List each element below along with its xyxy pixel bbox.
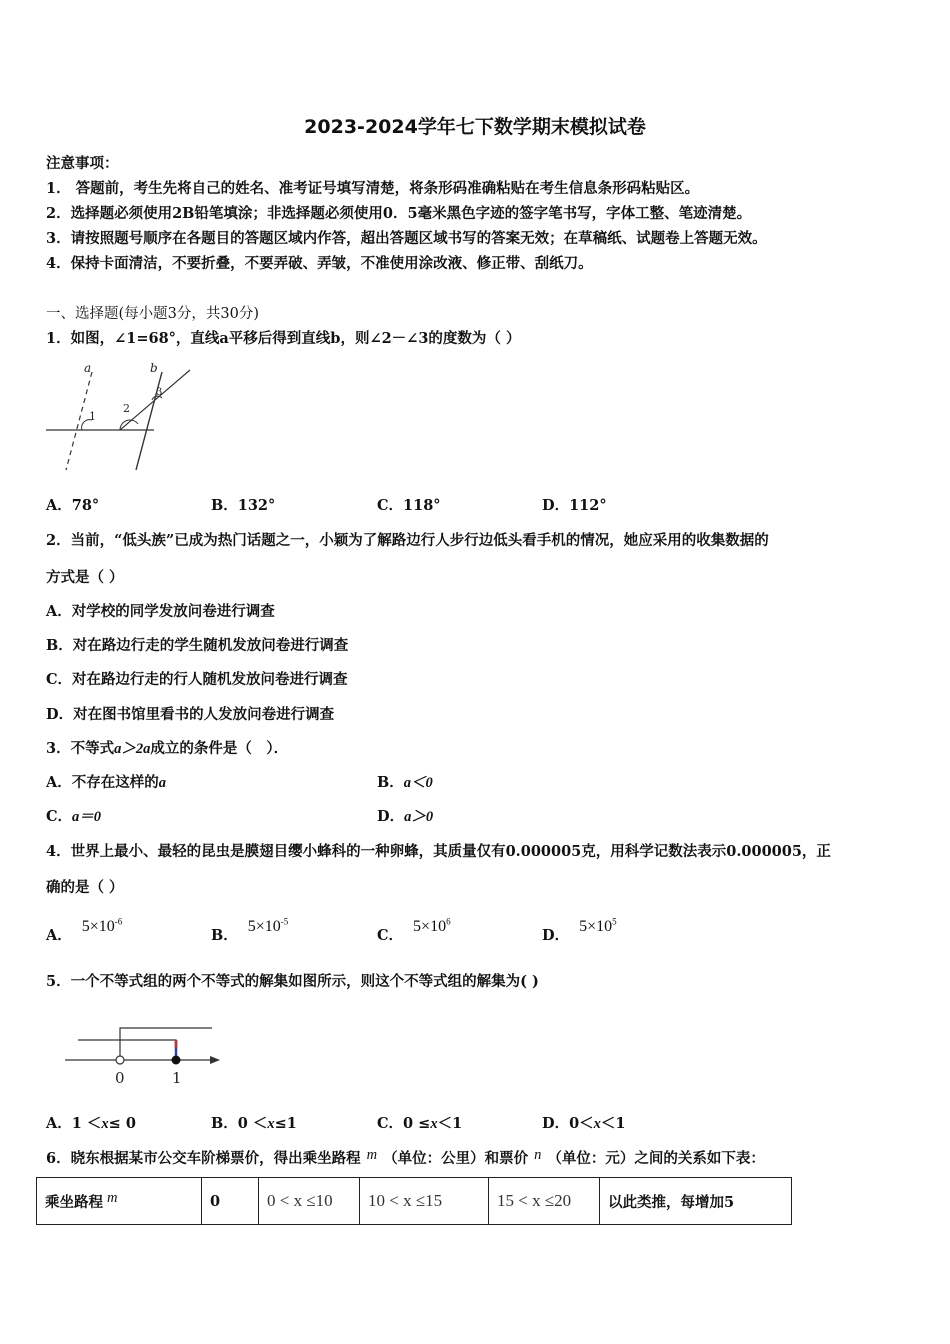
tick-label-0: 0 <box>115 1069 125 1087</box>
section-heading: 一、选择题(每小题3分，共30分) <box>46 306 259 322</box>
q5-option-d: D．0＜x＜1 <box>542 1115 626 1132</box>
notice-heading: 注意事项： <box>46 155 119 172</box>
q1-option-c: C．118° <box>377 497 441 514</box>
table-cell: 以此类推，每增加5 <box>600 1178 792 1225</box>
q4-option-b: B．$5\times 10^{-5}$ <box>211 916 289 944</box>
q4-option-a: A．$5\times 10^{-6}$ <box>46 916 123 944</box>
q4-option-c: C．$5\times 10^6$ <box>377 916 451 944</box>
table-cell: 15 < x ≤20 <box>489 1178 600 1225</box>
table-cell: 10 < x ≤15 <box>360 1178 489 1225</box>
q3-option-a: A．不存在这样的a <box>46 774 166 791</box>
fare-table <box>36 1177 792 1225</box>
q1-option-b: B．132° <box>211 497 276 514</box>
page-title: 2023-2024学年七下数学期末模拟试卷 <box>304 116 646 138</box>
q1-option-d: D．112° <box>542 497 607 514</box>
q1-figure <box>44 360 194 475</box>
notice-item: 2．选择题必须使用2B铅笔填涂；非选择题必须使用0．5毫米黑色字迹的签字笔书写，字体工整、笔迹清楚。 <box>46 205 752 222</box>
label-a: a <box>84 361 92 375</box>
table-header-cell: 乘坐路程 m <box>37 1178 202 1225</box>
q3-stem: 3．不等式a＞2a成立的条件是（ ）． <box>46 740 289 757</box>
label-2: 2 <box>123 402 130 415</box>
notice-item: 1． 答题前，考生先将自己的姓名、准考证号填写清楚，将条形码准确粘贴在考生信息条形码粘贴区。 <box>46 180 700 197</box>
closed-point-1 <box>172 1056 181 1065</box>
q4-stem: 4．世界上最小、最轻的昆虫是膜翅目缨小蜂科的一种卵蜂，其质量仅有0.000005克，用科学记数法表示0.000005，正 <box>46 843 831 860</box>
q5-option-a: A．1 ＜x≤ 0 <box>46 1115 136 1132</box>
q1-stem: 1．如图，∠1=68°，直线a平移后得到直线b，则∠2－∠3的度数为（ ） <box>46 330 521 347</box>
q3-option-c: C．a＝0 <box>46 808 102 825</box>
notice-item: 3．请按照题号顺序在各题目的答题区域内作答，超出答题区域书写的答案无效；在草稿纸、试题卷上答题无效。 <box>46 230 767 247</box>
q2-stem: 2．当前，“低头族”已成为热门话题之一，小颖为了解路边行人步行边低头看手机的情况，她应采用的收集数据的 <box>46 532 769 549</box>
q3-option-b: B．a＜0 <box>377 774 433 791</box>
q1-option-a: A．78° <box>46 497 100 514</box>
q5-option-b: B．0 ＜x≤1 <box>211 1115 297 1132</box>
q2-stem-cont: 方式是（ ） <box>46 569 124 586</box>
tick-label-1: 1 <box>172 1069 182 1087</box>
q2-option-b: B．对在路边行走的学生随机发放问卷进行调查 <box>46 637 349 654</box>
q5-option-c: C．0 ≤x＜1 <box>377 1115 463 1132</box>
solution-ray <box>120 1028 212 1060</box>
label-1: 1 <box>89 410 96 423</box>
q4-option-d: D．$5\times 10^5$ <box>542 916 617 944</box>
q6-stem: 6．晓东根据某市公交车阶梯票价，得出乘坐路程 m （单位：公里）和票价 n （单位：元）之间的关系如下表： <box>46 1147 765 1167</box>
axis-arrow <box>210 1056 220 1064</box>
q2-option-d: D．对在图书馆里看书的人发放问卷进行调查 <box>46 706 335 723</box>
label-b: b <box>150 361 158 375</box>
q5-stem: 5．一个不等式组的两个不等式的解集如图所示，则这个不等式组的解集为( ) <box>46 973 539 990</box>
table-cell: 0 <box>202 1178 259 1225</box>
label-3: 3 <box>156 387 163 398</box>
solution-segment <box>78 1040 176 1060</box>
table-cell: 0 < x ≤10 <box>259 1178 360 1225</box>
table-row <box>37 1178 792 1225</box>
notice-item: 4．保持卡面清洁，不要折叠，不要弄破、弄皱，不准使用涂改液、修正带、刮纸刀。 <box>46 255 593 272</box>
open-point-0 <box>116 1056 124 1064</box>
q2-option-a: A．对学校的同学发放问卷进行调查 <box>46 603 275 620</box>
q3-option-d: D．a＞0 <box>377 808 434 825</box>
transversal <box>120 370 190 430</box>
q4-stem-cont: 确的是（ ） <box>46 879 124 896</box>
q2-option-c: C．对在路边行走的行人随机发放问卷进行调查 <box>46 671 348 688</box>
q5-number-line <box>60 1020 230 1090</box>
